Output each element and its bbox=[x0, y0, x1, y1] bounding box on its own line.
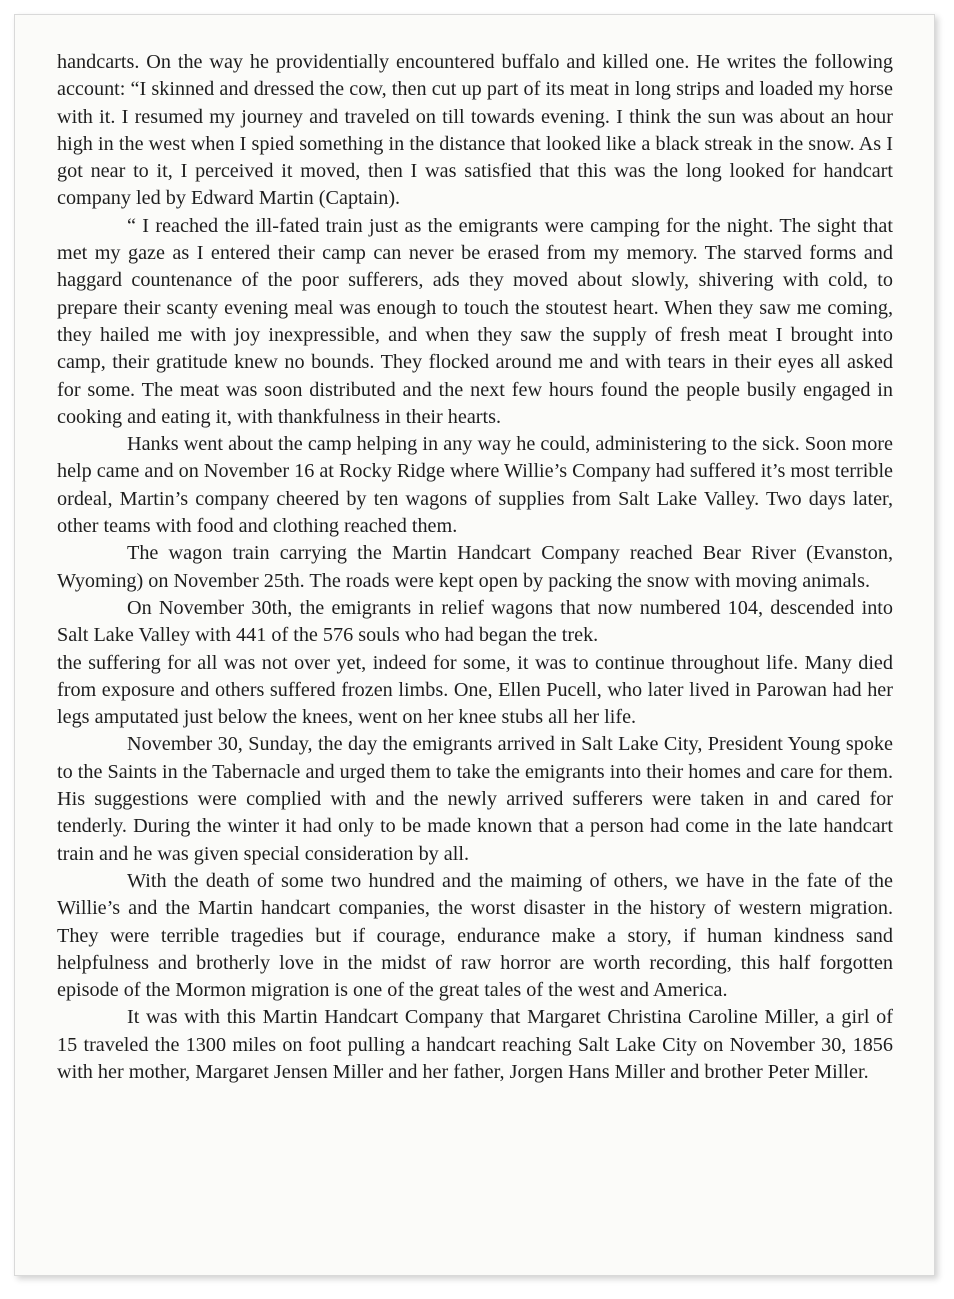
paragraph-8: With the death of some two hundred and the maiming of others, we have in the fate of the Willie’s and the Martin handcart companies, the worst disaster in the history of western migration. They were terrible tragedies but if courage, endurance make a story, if human kindness sand helpfulness and brotherly love in the midst of raw horror are worth recording, this half forgotten episode of the Mormon migration is one of the great tales of the west and America. bbox=[57, 869, 893, 1002]
paragraph-1: handcarts. On the way he providentially encountered buffalo and killed one. He writes the following account: “I skinned and dressed the cow, then cut up part of its meat in long strips and loaded my horse with it. I resumed my journey and traveled on till towards evening. I think the sun was about an hour high in the west when I spied something in the distance that looked like a black streak in the snow. As I got near to it, I perceived it moved, then I was satisfied that this was the long looked for handcart company led by Edward Martin (Captain). bbox=[57, 51, 893, 210]
paragraph-2: “ I reached the ill-fated train just as the emigrants were camping for the night. The sight that met my gaze as I entered their camp can never be erased from my memory. The starved forms and haggard countenance of the poor sufferers, ads they moved about slowly, shivering with cold, to prepare their scanty evening meal was enough to touch the stoutest heart. When they saw me coming, they hailed me with joy inexpressible, and when they saw the supply of fresh meat I brought into camp, their gratitude knew no bounds. They flocked around me and with tears in their eyes all asked for some. The meat was soon distributed and the next few hours found the people busily engaged in cooking and eating it, with thankfulness in their hearts. bbox=[57, 214, 893, 428]
paragraph-5: On November 30th, the emigrants in relief wagons that now numbered 104, descended into Salt Lake Valley with 441 of the 576 souls who had began the trek. bbox=[57, 596, 893, 647]
page-text bbox=[57, 49, 893, 1086]
paragraph-9: It was with this Martin Handcart Company that Margaret Christina Caroline Miller, a girl of 15 traveled the 1300 miles on foot pulling a handcart reaching Salt Lake City on November 30, 1856 with her mother, Margaret Jensen Miller and her father, Jorgen Hans Miller and brother Peter Miller. bbox=[57, 1006, 893, 1083]
paragraph-7: November 30, Sunday, the day the emigrants arrived in Salt Lake City, President Young spoke to the Saints in the Tabernacle and urged them to take the emigrants into their homes and care for them. His suggestions were complied with and the newly arrived sufferers were taken in and cared for tenderly. During the winter it had only to be made known that a person had come in the late handcart train and he was given special consideration by all. bbox=[57, 733, 893, 865]
paragraph-3: Hanks went about the camp helping in any way he could, administering to the sick. Soon more help came and on November 16 at Rocky Ridge where Willie’s Company had suffered it’s most terrible ordeal, Martin’s company cheered by ten wagons of supplies from Salt Lake Valley. Two days later, other teams with food and clothing reached them. bbox=[57, 433, 894, 538]
scanned-page bbox=[14, 14, 935, 1276]
paragraph-6: the suffering for all was not over yet, indeed for some, it was to continue throughout life. Many died from exposure and others suffered frozen limbs. One, Ellen Pucell, who later lived in Parowan had her legs amputated just below the knees, went on her knee stubs all her life. bbox=[57, 651, 893, 729]
paragraph-4: The wagon train carrying the Martin Handcart Company reached Bear River (Evanston, Wyoming) on November 25th. The roads were kept open by packing the snow with moving animals. bbox=[57, 542, 893, 592]
